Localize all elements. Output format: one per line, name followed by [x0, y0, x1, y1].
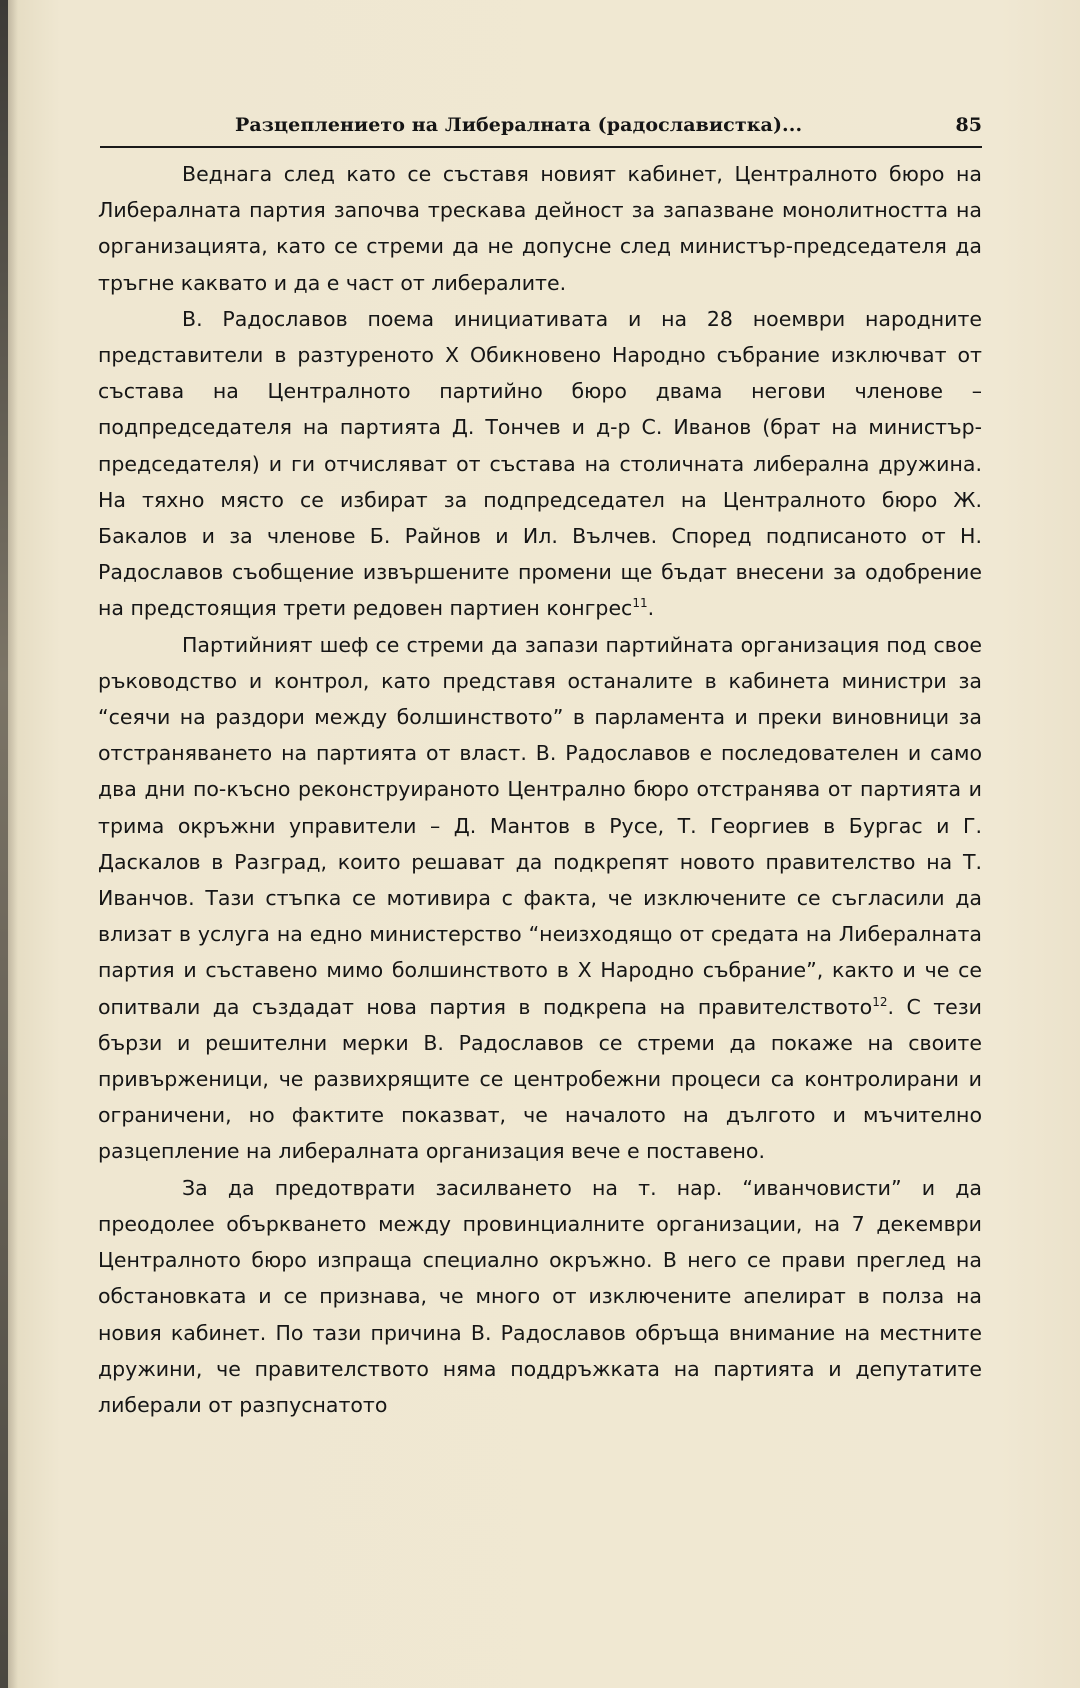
footnote-marker: 12 — [872, 994, 888, 1009]
running-header — [100, 112, 982, 148]
body-text — [98, 156, 982, 1423]
paragraph-text: Партийният шеф се стреми да запази партийната организация под свое ръководство и контрол, като представя останалите в кабинета министри за “сеячи на раздори между болшинството” в парламента и преки виновници за отстраняването на партията от власт. В. Радославов е последователен и само два дни по-късно реконструираното Централно бюро отстранява от партията и трима окръжни управители – Д. Мантов в Русе, Т. Георгиев в Бургас и Г. Даскалов в Разград, които решават да подкрепят новото правителство на Т. Иванчов. Тази стъпка се мотивира с факта, че изключените се съгласили да влизат в услуга на едно министерство “неизходящо от средата на Либералната партия и съставено мимо болшинството в X Народно събрание”, както и че се опитвали да създадат нова партия в подкрепа на правителството — [98, 632, 982, 1019]
footnote-marker: 11 — [632, 596, 648, 611]
paragraph-3 — [98, 627, 982, 1170]
paragraph-text: За да предотврати засилването на т. нар. “иванчовисти” и да преодолее объркването между провинциалните организации, на 7 декември Централното бюро изпраща специално окръжно. В него се прави преглед на обстановката и се признава, че много от изключените апелират в полза на новия кабинет. По тази причина В. Радославов обръща внимание на местните дружини, че правителството няма поддръжката на партията и депутатите либерали от разпуснатото — [98, 1175, 982, 1417]
book-spine-shadow — [0, 0, 8, 1688]
paragraph-text-tail: . С тези бързи и решителни мерки В. Радославов се стреми да покаже на своите привърженици, че развихрящите се центробежни процеси са контролирани и ограничени, но фактите показват, че началото на дългото и мъчително разцепление на либералната организация вече е поставено. — [98, 994, 982, 1164]
paragraph-text-tail: . — [647, 596, 655, 621]
paragraph-text: В. Радославов поема инициативата и на 28 ноември народните представители в разтуреното X Обикновено Народно събрание изключват от състава на Централното партийно бюро двама негови членове – подпредседателя на партията Д. Тончев и д-р С. Иванов (брат на министър-председателя) и ги отчисляват от състава на столичната либерална дружина. На тяхно място се избират за подпредседател на Централното бюро Ж. Бакалов и за членове Б. Райнов и Ил. Вълчев. Според подписаното от Н. Радославов съобщение извършените промени ще бъдат внесени за одобрение на предстоящия трети редовен партиен конгрес — [98, 306, 982, 621]
paragraph-1 — [98, 156, 982, 301]
paragraph-text: Веднага след като се съставя новият кабинет, Централното бюро на Либералната партия започва трескава дейност за запазване монолитността на организацията, като се стреми да не допусне след министър-председателя да тръгне каквато и да е част от либералите. — [98, 162, 982, 295]
paragraph-2 — [98, 301, 982, 627]
paragraph-4 — [98, 1170, 982, 1423]
page-number: 85 — [955, 114, 982, 136]
running-title: Разцеплението на Либералната (радославистка)... — [235, 114, 803, 136]
